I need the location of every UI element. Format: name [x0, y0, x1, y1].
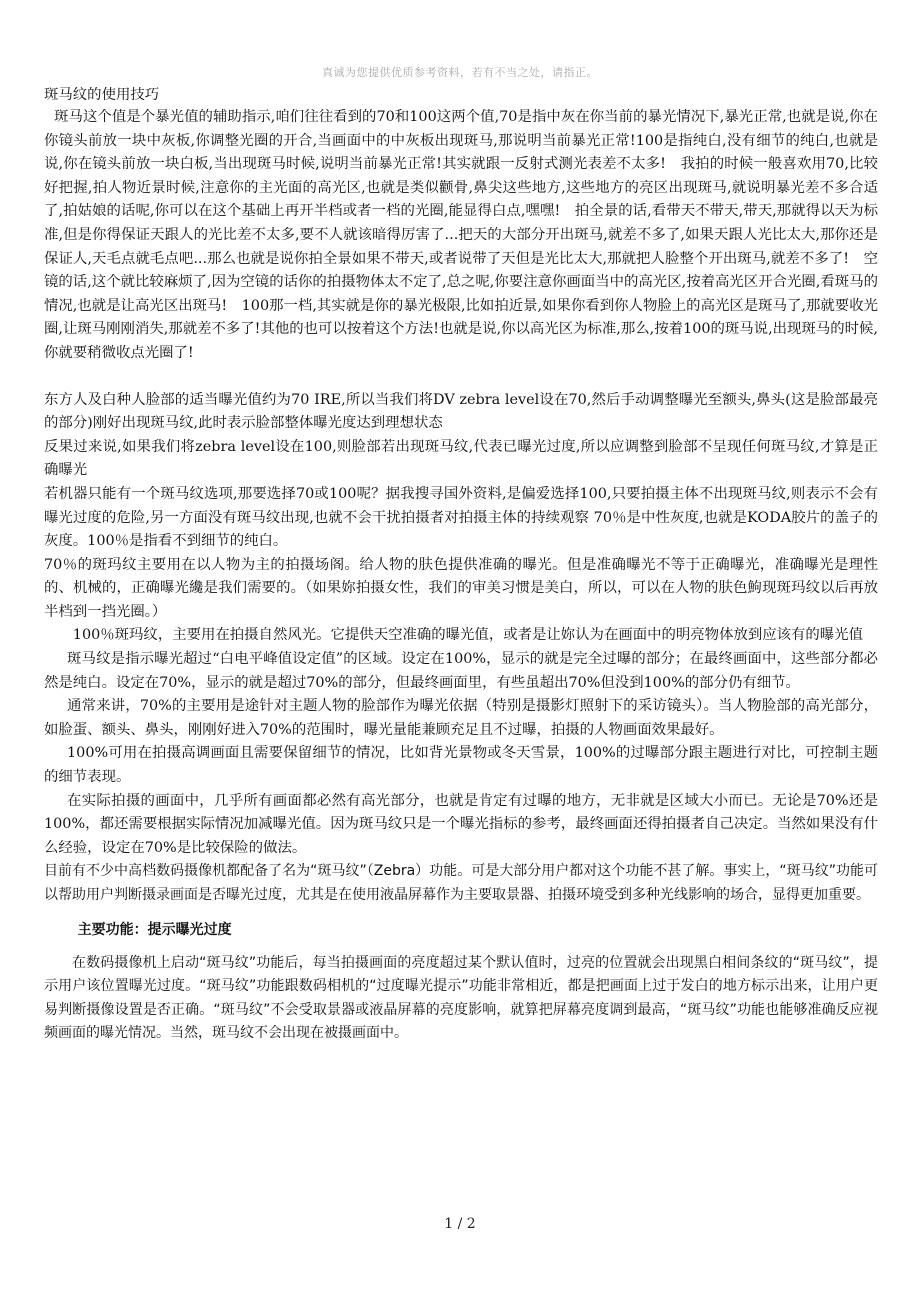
page-number: 1 / 2 — [444, 1216, 476, 1232]
paragraph-white-level: 斑马纹是指示曝光超过“白电平峰值设定值”的区域。设定在100%，显示的就是完全过曝的部分；在最终画面中，这些部分都必然是纯白。设定在70%，显示的就是超过70%的部分，但最终画面里，有些虽超出70%但没到100%的部分仍有细节。 — [44, 651, 878, 691]
document-body — [44, 84, 878, 1046]
paragraph-70-percent-portrait: 70％的斑玛纹主要用在以人物为主的拍摄场阁。给人物的肤色提供准确的曝光。但是准确曝光不等于正确曝光，准确曝光是理性的、机械的，正确曝光纔是我们需要的。（如果妳拍摄女性，我们的审美习惯是美白，所以，可以在人物的肤色鮈现斑玛纹以后再放半档到一挡光圈。） — [44, 556, 878, 620]
section-heading: 主要功能：提示曝光过度 — [77, 921, 232, 938]
paragraph-zebra-intro: 斑马这个值是个暴光值的辅助指示,咱们往往看到的70和100这两个值,70是指中灰在你当前的暴光情况下,暴光正常,也就是说,你在你镜头前放一块中灰板,你调整光圈的开合,当画面中的中灰板出现斑马,那说明当前暴光正常!100是指纯白,没有细节的纯白,也就是说,你在镜头前放一块白板,当出现斑马时候,说明当前暴光正常!其实就跟一反射式测光表差不太多! 我拍的时候一般喜欢用70,比较好把握,拍人物近景时候,注意你的主光面的高光区,也就是类似颧骨,鼻尖这些地方,这些地方的亮区出现斑马,就说明暴光差不多合适了,拍姑娘的话呢,你可以在这个基础上再开半档或者一档的光圈,能显得白点,嘿嘿! 拍全景的话,看带天不带天,带天,那就得以天为标准,但是你得保证天跟人的光比差不太多,要不人就该暗得厉害了...把天的大部分开出斑马,就差不多了,如果天跟人光比太大,那你还是保证人,天毛点就毛点吧...那么也就是说你拍全景如果不带天,或者说带了天但是光比太大,那就把人脸整个开出斑马,就差不多了! 空镜的话,这个就比较麻烦了,因为空镜的话你的拍摄物体太不定了,总之呢,你要注意你画面当中的高光区,按着高光区开合光圈,看斑马的情况,也就是让高光区出斑马! 100那一档,其实就是你的暴光极限,比如拍近景,如果你看到你人物脸上的高光区是斑马了,那就要收光圈,让斑马刚刚消失,那就差不多了!其他的也可以按着这个方法!也就是说,你以高光区为标准,那么,按着100的斑马说,出现斑马的时候,你就要稍微收点光圈了! — [44, 109, 878, 361]
paragraph-100-percent-landscape: 100％斑玛纹，主要用在拍摄自然风光。它提供天空准确的曝光值，或者是让妳认为在画面中的明亮物体放到应该有的曝光值 — [72, 627, 863, 644]
paragraph-practical-advice: 在实际拍摄的画面中，几乎所有画面都必然有高光部分，也就是肯定有过曝的地方，无非就是区域大小而已。无论是70%还是100%，都还需要根据实际情况加减曝光值。因为斑马纹只是一个曝光指标的参考，最终画面还得拍摄者自己决定。当然如果没有什么经验，设定在70%是比较保险的做法。 — [44, 792, 878, 856]
paragraph-spacer — [44, 366, 878, 389]
paragraph-level-100: 反果过来说,如果我们将zebra level设在100,则脸部若出现斑马纹,代表已曝光过度,所以应调整到脸部不呈现任何斑马纹,才算是正确曝光 — [44, 438, 878, 479]
paragraph-choose-70-or-100: 若机器只能有一个斑马纹选项,那要选择70或100呢？据我搜寻国外资料,是偏爱选择100,只要拍摄主体不出现斑马纹,则表示不会有曝光过度的危险,另一方面没有斑马纹出现,也就不会干扰拍摄者对拍摄主体的持续观察 70％是中性灰度,也就是KODA胶片的盖子的灰度。100％是指看不到细节的纯白。 — [44, 485, 878, 550]
document-title: 斑马纹的使用技巧 — [44, 87, 160, 103]
paragraph-camera-feature: 目前有不少中高档数码摄像机都配备了名为“斑马纹”（Zebra）功能。可是大部分用户都对这个功能不甚了解。事实上，“斑马纹”功能可以帮助用户判断摄录画面是否曝光过度，尤其是在使用液晶屏幕作为主要取景器、拍摄环境受到多种光线影响的场合，显得更加重要。 — [44, 863, 878, 903]
paragraph-main-function: 在数码摄像机上启动“斑马纹”功能后，每当拍摄画面的亮度超过某个默认值时，过亮的位置就会出现黑白相间条纹的“斑马纹”，提示用户该位置曝光过度。“斑马纹”功能跟数码相机的“过度曝光提示”功能非常相近，都是把画面上过于发白的地方标示出来，让用户更易判断摄像设置是否正确。“斑马纹”不会受取景器或液晶屏幕的亮度影响，就算把屏幕亮度调到最高，“斑马纹”功能也能够准确反应视频画面的曝光情况。当然，斑马纹不会出现在被摄画面中。 — [44, 954, 878, 1042]
paragraph-70-usage: 通常来讲，70%的主要用是途针对主题人物的脸部作为曝光依据（特别是摄影灯照射下的采访镜头）。当人物脸部的高光部分，如脸蛋、额头、鼻头，刚刚好进入70%的范围时，曝光量能兼顾充足且不过曝，拍摄的人物画面效果最好。 — [44, 698, 878, 738]
paragraph-ire-70: 东方人及白种人脸部的适当曝光值约为70 IRE,所以当我们将DV zebra level设在70,然后手动调整曝光至额头,鼻头(这是脸部最亮的部分)刚好出现斑马纹,此时表示脸部整体曝光度达到理想状态 — [44, 391, 878, 432]
watermark-text: 真诚为您提供优质参考资料，若有不当之处，请指正。 — [322, 66, 598, 79]
paragraph-100-usage: 100%可用在拍摄高调画面且需要保留细节的情况，比如背光景物或冬天雪景，100%的过曝部分跟主题进行对比，可控制主题的细节表现。 — [44, 745, 878, 786]
